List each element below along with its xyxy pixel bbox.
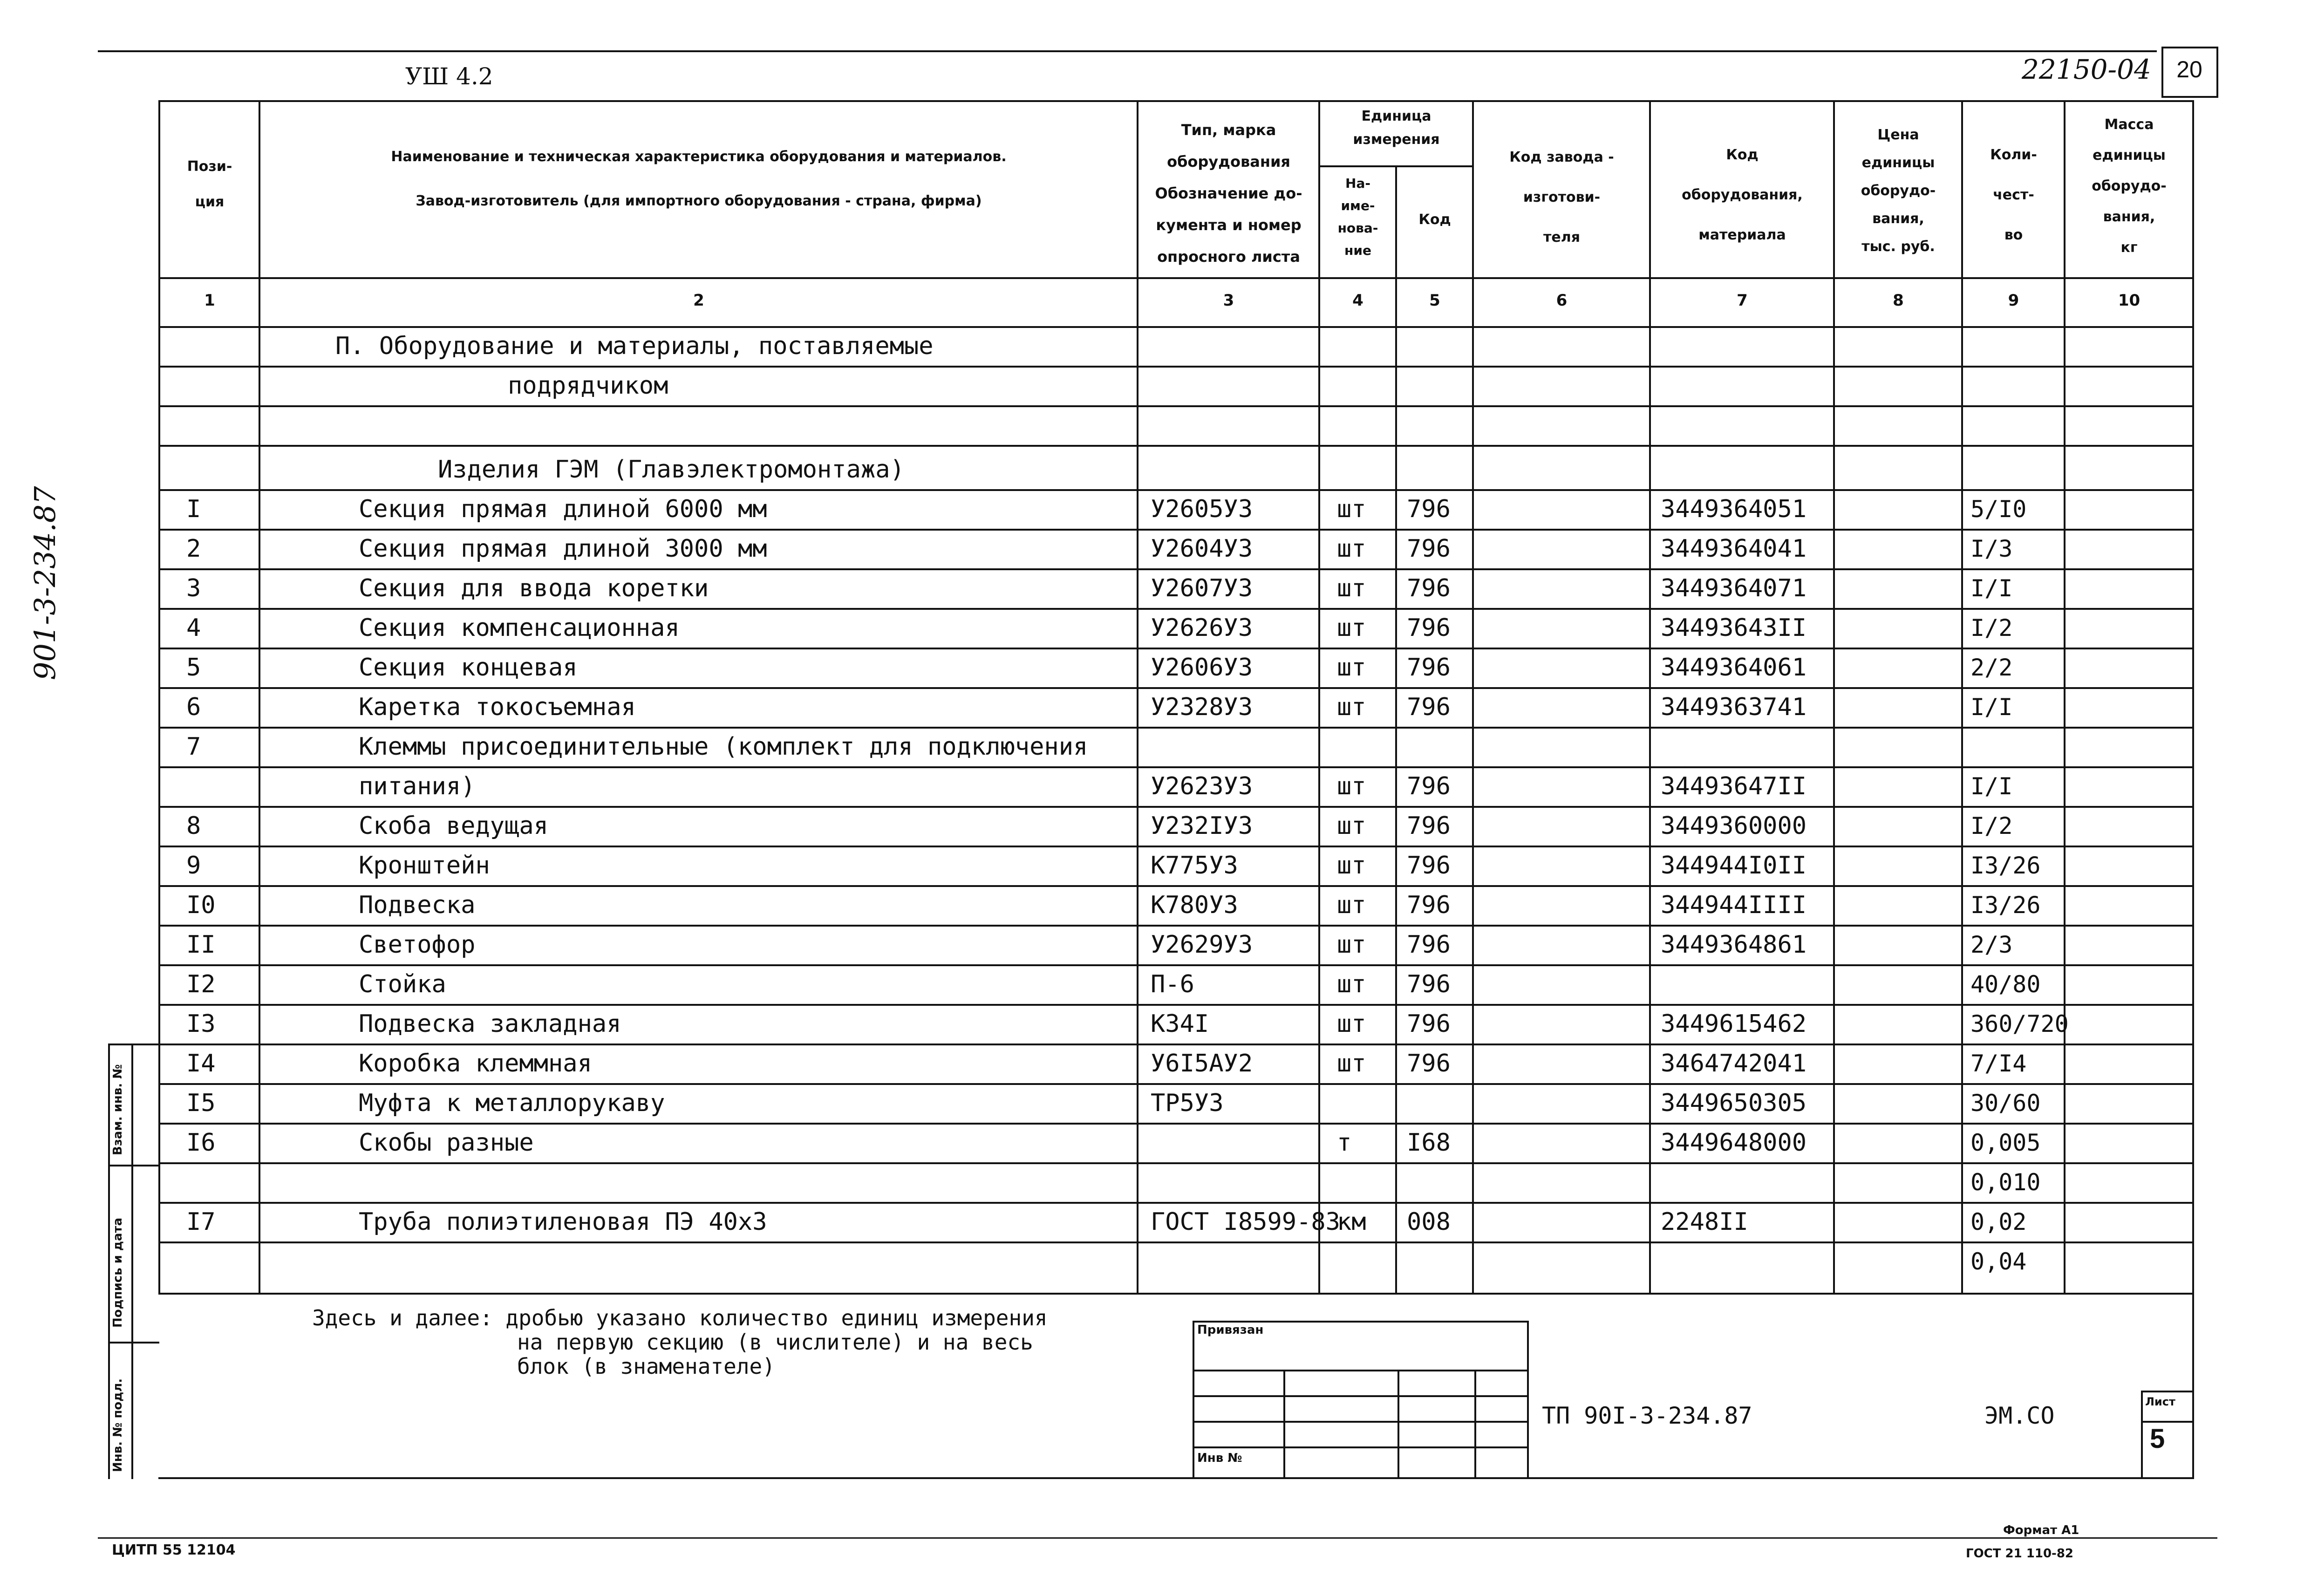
doc-number: ТП 90I-3-234.87: [1542, 1402, 1752, 1429]
footer-left-code: ЦИТП 55 12104: [112, 1542, 236, 1558]
col-header-mass: Масса единицы оборудо- вания, кг: [2092, 116, 2167, 256]
cell-type: ГОСТ I8599-83: [1151, 1208, 1340, 1236]
cell-quantity: I3/26: [1970, 892, 2041, 919]
cell-name: Скобы разные: [359, 1129, 534, 1157]
handwritten-number: 22150-04: [2022, 54, 2151, 85]
col-number-3: 3: [1223, 291, 1234, 310]
cell-quantity: 0,010: [1970, 1169, 2041, 1196]
col-header-quantity: Коли- чест- во: [1990, 147, 2037, 243]
cell-equipment-code: 3449364071: [1661, 574, 1807, 602]
cell-unit: шт: [1337, 1010, 1366, 1038]
col-header-type: Тип, марка оборудования Обозначение до- кумента и номер опросного листа: [1155, 121, 1302, 266]
col-number-4: 4: [1352, 291, 1363, 310]
cell-name: Стойка: [359, 970, 446, 998]
cell-name: Муфта к металлорукаву: [359, 1089, 665, 1117]
cell-position: 3: [186, 574, 201, 602]
cell-position: I6: [186, 1129, 216, 1157]
cell-unit: шт: [1337, 1050, 1366, 1078]
cell-equipment-code: 3464742041: [1661, 1050, 1807, 1078]
cell-unit: шт: [1337, 852, 1366, 880]
cell-quantity: I3/26: [1970, 852, 2041, 879]
cell-unit-code: 796: [1407, 693, 1451, 721]
cell-position: I4: [186, 1050, 216, 1078]
cell-unit: шт: [1337, 931, 1366, 959]
col-number-9: 9: [2008, 291, 2019, 310]
col-header-name-line2: Завод-изготовитель (для импортного оборудования - страна, фирма): [416, 193, 982, 209]
cell-name: Кронштейн: [359, 852, 490, 880]
section-title-line1: П. Оборудование и материалы, поставляемые: [335, 332, 934, 360]
cell-type: У6I5АУ2: [1151, 1050, 1253, 1078]
cell-unit-code: 796: [1407, 772, 1451, 800]
cell-type: П-6: [1151, 970, 1194, 998]
cell-quantity: 40/80: [1970, 971, 2041, 998]
col-header-name-line1: Наименование и техническая характеристика оборудования и материалов.: [391, 149, 1007, 165]
cell-name: Секция компенсационная: [359, 614, 680, 642]
footer-format: Формат А1: [2003, 1523, 2079, 1537]
cell-quantity: 2/2: [1970, 654, 2013, 681]
cell-unit: шт: [1337, 891, 1366, 919]
col-number-1: 1: [204, 291, 215, 310]
cell-name: Труба полиэтиленовая ПЭ 40х3: [359, 1208, 767, 1236]
cell-position: I2: [186, 970, 216, 998]
cell-equipment-code: 3449364861: [1661, 931, 1807, 959]
cell-name: Каретка токосъемная: [359, 693, 636, 721]
sheet-label: Лист: [2145, 1395, 2175, 1408]
footer-gost: ГОСТ 21 110-82: [1966, 1547, 2074, 1561]
col-header-unit-group: Единица измерения: [1353, 108, 1440, 148]
col-number-2: 2: [693, 291, 704, 310]
cell-type: К780У3: [1151, 891, 1238, 919]
section-title-line2: подрядчиком: [508, 372, 668, 400]
cell-quantity: 2/3: [1970, 931, 2013, 958]
cell-unit-code: I68: [1407, 1129, 1451, 1157]
cell-position: 2: [186, 535, 201, 563]
cell-unit-code: 796: [1407, 931, 1451, 959]
cell-position: 4: [186, 614, 201, 642]
cell-unit-code: 796: [1407, 535, 1451, 563]
cell-unit: шт: [1337, 812, 1366, 840]
cell-unit: т: [1337, 1129, 1352, 1157]
note-line1: Здесь и далее: дробью указано количество единиц измерения: [312, 1305, 1048, 1330]
cell-name: Светофор: [359, 931, 476, 959]
cell-equipment-code: 3449360000: [1661, 812, 1807, 840]
cell-equipment-code: 344944I0II: [1661, 852, 1807, 880]
cell-quantity: I/I: [1970, 773, 2013, 800]
cell-equipment-code: 34493647II: [1661, 772, 1807, 800]
cell-type: У232IУ3: [1151, 812, 1253, 840]
doc-code: УШ 4.2: [405, 63, 493, 90]
cell-unit-code: 796: [1407, 654, 1451, 682]
cell-unit: шт: [1337, 495, 1366, 523]
cell-quantity: I/I: [1970, 694, 2013, 721]
cell-quantity: 0,005: [1970, 1129, 2041, 1156]
cell-quantity: I/3: [1970, 535, 2013, 562]
cell-unit: км: [1337, 1208, 1366, 1236]
cell-name: Коробка клеммная: [359, 1050, 592, 1078]
cell-position: I: [186, 495, 201, 523]
cell-equipment-code: 344944IIII: [1661, 891, 1807, 919]
cell-position: 6: [186, 693, 201, 721]
cell-quantity: 5/I0: [1970, 496, 2027, 523]
note-line2: на первую секцию (в числителе) и на весь: [517, 1330, 1033, 1355]
cell-unit-code: 796: [1407, 1010, 1451, 1038]
cell-unit: шт: [1337, 535, 1366, 563]
note-line3: блок (в знаменателе): [517, 1354, 775, 1379]
cell-name: Подвеска: [359, 891, 476, 919]
cell-position: I7: [186, 1208, 216, 1236]
col-header-price: Цена единицы оборудо- вания, тыс. руб.: [1861, 127, 1936, 255]
col-header-unit-code: Код: [1418, 211, 1451, 228]
cell-unit: шт: [1337, 614, 1366, 642]
cell-name: Скоба ведущая: [359, 812, 548, 840]
col-header-factory-code: Код завода - изготови- теля: [1509, 149, 1614, 246]
cell-unit-code: 796: [1407, 614, 1451, 642]
cell-type: У2607У3: [1151, 574, 1253, 602]
col-number-5: 5: [1429, 291, 1440, 310]
col-header-unit-name: На- име- нова- ние: [1337, 176, 1378, 258]
cell-equipment-code: 3449615462: [1661, 1010, 1807, 1038]
cell-type: У2328У3: [1151, 693, 1253, 721]
cell-quantity: 0,04: [1970, 1248, 2027, 1275]
cell-unit-code: 796: [1407, 812, 1451, 840]
cell-unit-code: 796: [1407, 852, 1451, 880]
cell-quantity: 7/I4: [1970, 1050, 2027, 1077]
page-box-number: 20: [2176, 56, 2202, 82]
cell-position: II: [186, 931, 216, 959]
cell-quantity: 0,02: [1970, 1208, 2027, 1235]
cell-position: I0: [186, 891, 216, 919]
cell-type: К34I: [1151, 1010, 1209, 1038]
cell-equipment-code: 3449363741: [1661, 693, 1807, 721]
side-handwritten-number: 901-3-234.87: [28, 486, 62, 680]
cell-name: питания): [359, 772, 476, 800]
col-header-equipment-code: Код оборудования, материала: [1682, 147, 1803, 243]
cell-position: I3: [186, 1010, 216, 1038]
cell-quantity: I/2: [1970, 614, 2013, 641]
cell-unit-code: 008: [1407, 1208, 1451, 1236]
cell-unit: шт: [1337, 693, 1366, 721]
cell-name: Секция для ввода коретки: [359, 574, 709, 602]
col-number-6: 6: [1556, 291, 1568, 310]
stamp-inv: Инв №: [1197, 1451, 1242, 1465]
cell-position: 5: [186, 654, 201, 682]
cell-unit-code: 796: [1407, 891, 1451, 919]
cell-position: 8: [186, 812, 201, 840]
side-label-inv-podl: Инв. № подл.: [111, 1378, 125, 1472]
side-label-vzam: Взам. инв. №: [111, 1064, 125, 1155]
cell-unit-code: 796: [1407, 970, 1451, 998]
cell-quantity: I/I: [1970, 575, 2013, 602]
col-number-7: 7: [1737, 291, 1748, 310]
cell-equipment-code: 2248II: [1661, 1208, 1748, 1236]
col-number-10: 10: [2118, 291, 2141, 310]
cell-type: У2604У3: [1151, 535, 1253, 563]
cell-unit: шт: [1337, 574, 1366, 602]
cell-position: 9: [186, 852, 201, 880]
cell-unit-code: 796: [1407, 495, 1451, 523]
section-subtitle: Изделия ГЭМ (Главэлектромонтажа): [438, 456, 905, 484]
cell-type: У2623У3: [1151, 772, 1253, 800]
doc-mark: ЭМ.СО: [1984, 1402, 2055, 1429]
side-label-podpis: Подпись и дата: [111, 1217, 125, 1328]
cell-unit: шт: [1337, 970, 1366, 998]
cell-type: У2629У3: [1151, 931, 1253, 959]
cell-equipment-code: 3449364061: [1661, 654, 1807, 682]
cell-name: Подвеска закладная: [359, 1010, 621, 1038]
cell-unit: шт: [1337, 654, 1366, 682]
cell-name: Секция концевая: [359, 654, 578, 682]
cell-name: Клеммы присоединительные (комплект для подключения: [359, 733, 1088, 761]
cell-type: У2626У3: [1151, 614, 1253, 642]
cell-quantity: 30/60: [1970, 1090, 2041, 1117]
cell-equipment-code: 3449648000: [1661, 1129, 1807, 1157]
cell-equipment-code: 34493643II: [1661, 614, 1807, 642]
cell-name: Секция прямая длиной 3000 мм: [359, 535, 767, 563]
cell-equipment-code: 3449364041: [1661, 535, 1807, 563]
cell-name: Секция прямая длиной 6000 мм: [359, 495, 767, 523]
cell-type: ТР5У3: [1151, 1089, 1224, 1117]
cell-position: 7: [186, 733, 201, 761]
col-number-8: 8: [1893, 291, 1904, 310]
cell-equipment-code: 3449364051: [1661, 495, 1807, 523]
cell-type: У2606У3: [1151, 654, 1253, 682]
cell-equipment-code: 3449650305: [1661, 1089, 1807, 1117]
cell-quantity: 360/720: [1970, 1010, 2069, 1037]
cell-type: У2605У3: [1151, 495, 1253, 523]
cell-position: I5: [186, 1089, 216, 1117]
col-header-position: Пози- ция: [187, 158, 232, 210]
cell-type: К775У3: [1151, 852, 1238, 880]
cell-quantity: I/2: [1970, 812, 2013, 839]
sheet-number: 5: [2150, 1424, 2165, 1454]
cell-unit-code: 796: [1407, 1050, 1451, 1078]
cell-unit-code: 796: [1407, 574, 1451, 602]
cell-unit: шт: [1337, 772, 1366, 800]
stamp-privyazan: Привязан: [1197, 1323, 1264, 1337]
